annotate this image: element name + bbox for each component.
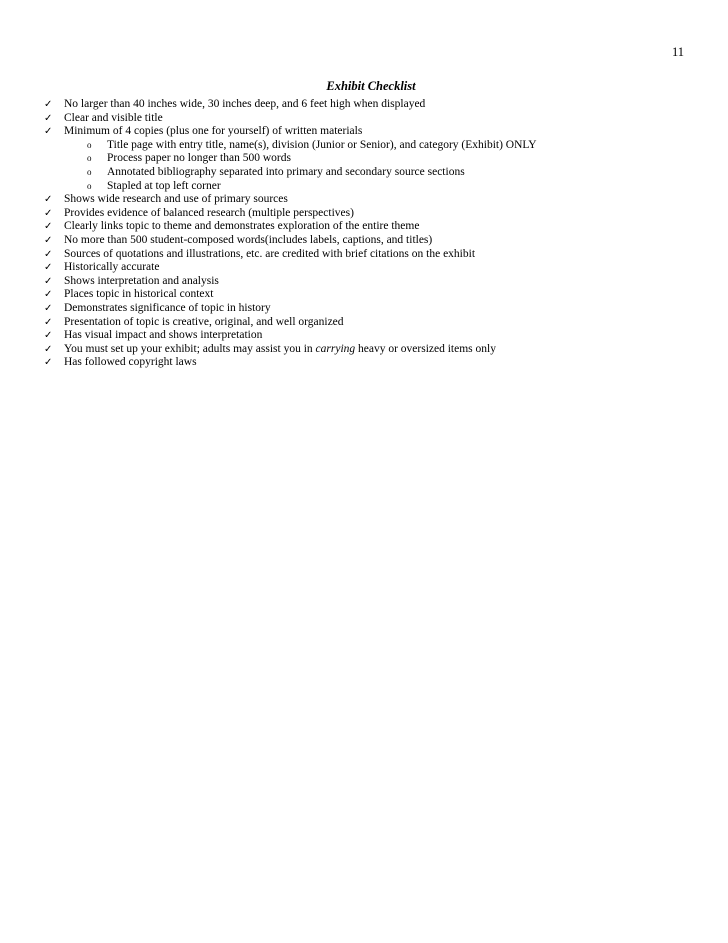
checklist-subitem-text: Stapled at top left corner xyxy=(107,179,221,192)
checklist-item-text: Provides evidence of balanced research (multiple perspectives) xyxy=(64,206,354,219)
page-number: 11 xyxy=(671,45,684,59)
checklist-item-text: Clearly links topic to theme and demonstrates exploration of the entire theme xyxy=(64,220,420,233)
checklist-subitem-text: Annotated bibliography separated into primary and secondary source sections xyxy=(107,165,465,178)
checklist-item-text: Has visual impact and shows interpretation xyxy=(64,329,263,342)
checklist-item-significance xyxy=(44,302,684,316)
checklist-item-title xyxy=(44,112,684,126)
circle-bullet-icon: o xyxy=(87,153,92,164)
checkmark-icon: ✓ xyxy=(44,330,53,342)
checklist-item-text: Minimum of 4 copies (plus one for yourself) of written materials xyxy=(64,125,363,138)
checkmark-icon: ✓ xyxy=(44,221,53,233)
checklist-subitem-process-paper xyxy=(44,152,684,166)
checklist-item-text: Places topic in historical context xyxy=(64,288,214,301)
checklist-subitem-bibliography xyxy=(44,166,684,180)
checklist-item-setup xyxy=(44,343,684,357)
circle-bullet-icon: o xyxy=(87,180,92,191)
checklist-item-text: Clear and visible title xyxy=(64,111,163,124)
checkmark-icon: ✓ xyxy=(44,126,53,138)
checklist-item-copies xyxy=(44,125,684,139)
checkmark-icon: ✓ xyxy=(44,248,53,260)
checklist-item-interpretation xyxy=(44,275,684,289)
checklist-item-text: Presentation of topic is creative, original, and well organized xyxy=(64,315,344,328)
checklist-item-word-limit xyxy=(44,234,684,248)
checklist-subitem-text: Process paper no longer than 500 words xyxy=(107,152,291,165)
checklist-item-context xyxy=(44,288,684,302)
checklist-subitem-title-page xyxy=(44,139,684,153)
exhibit-checklist xyxy=(44,98,684,370)
checkmark-icon: ✓ xyxy=(44,99,53,110)
circle-bullet-icon: o xyxy=(87,166,92,177)
checkmark-icon: ✓ xyxy=(44,194,53,206)
checklist-item-text xyxy=(64,343,496,357)
checklist-item-primary-sources xyxy=(44,193,684,207)
checkmark-icon: ✓ xyxy=(44,343,53,355)
checklist-item-citations xyxy=(44,248,684,262)
checklist-item-balanced-research xyxy=(44,207,684,221)
checkmark-icon: ✓ xyxy=(44,112,53,124)
checklist-subitem-stapled xyxy=(44,180,684,194)
checklist-item-text: Historically accurate xyxy=(64,261,160,274)
circle-bullet-icon: o xyxy=(87,139,92,150)
checklist-item-copyright xyxy=(44,356,684,370)
checklist-item-size-limit xyxy=(44,98,684,112)
checkmark-icon: ✓ xyxy=(44,289,53,301)
checklist-item-text-after: heavy or oversized items only xyxy=(355,342,496,355)
checklist-subitem-text: Title page with entry title, name(s), division (Junior or Senior), and category (Exhibit) ONLY xyxy=(107,138,537,151)
checklist-item-accurate xyxy=(44,261,684,275)
checklist-item-text: No more than 500 student-composed words(includes labels, captions, and titles) xyxy=(64,233,433,246)
checkmark-icon: ✓ xyxy=(44,234,53,246)
checklist-item-text: Shows interpretation and analysis xyxy=(64,274,219,287)
checklist-item-presentation xyxy=(44,316,684,330)
emphasized-word: carrying xyxy=(315,342,356,355)
checkmark-icon: ✓ xyxy=(44,357,53,369)
checkmark-icon: ✓ xyxy=(44,302,53,314)
checklist-item-text: Sources of quotations and illustrations, etc. are credited with brief citations on the exhibit xyxy=(64,247,476,260)
checkmark-icon: ✓ xyxy=(44,262,53,274)
checklist-item-text: Demonstrates significance of topic in history xyxy=(64,301,271,314)
checkmark-icon: ✓ xyxy=(44,316,53,328)
checklist-item-text-before: You must set up your exhibit; adults may assist you in xyxy=(64,342,316,355)
checklist-item-theme xyxy=(44,220,684,234)
checklist-item-text: No larger than 40 inches wide, 30 inches deep, and 6 feet high when displayed xyxy=(64,98,426,110)
checkmark-icon: ✓ xyxy=(44,275,53,287)
checkmark-icon: ✓ xyxy=(44,207,53,219)
checklist-item-text: Shows wide research and use of primary sources xyxy=(64,193,288,206)
page-title: Exhibit Checklist xyxy=(326,79,416,93)
checklist-item-visual-impact xyxy=(44,329,684,343)
checklist-item-text: Has followed copyright laws xyxy=(64,356,197,369)
